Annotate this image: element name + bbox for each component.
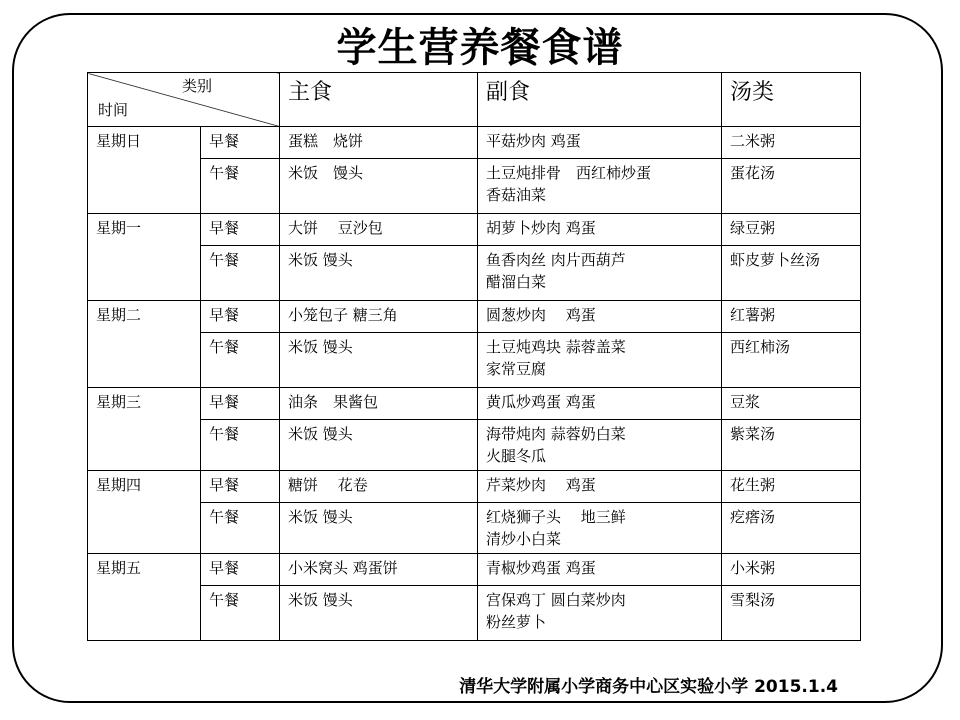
soup-cell: 雪梨汤 (722, 586, 861, 641)
day-cell: 星期五 (88, 554, 201, 641)
staple-cell: 米饭 馒头 (280, 159, 478, 214)
side-cell (478, 246, 722, 301)
side-cell (478, 420, 722, 471)
staple-cell: 米饭 馒头 (280, 586, 478, 641)
meal-cell: 早餐 (201, 388, 280, 420)
meal-cell: 午餐 (201, 420, 280, 471)
header-row (88, 73, 861, 127)
side-cell (478, 333, 722, 388)
menu-table (87, 72, 861, 641)
table-row (88, 214, 861, 246)
side-cell (478, 586, 722, 641)
side-dish-line: 芹菜炒肉 鸡蛋 (486, 476, 596, 494)
side-dish-line: 粉丝萝卜 (486, 613, 547, 631)
soup-cell: 红薯粥 (722, 301, 861, 333)
side-dish-line: 红烧狮子头 地三鲜 (486, 508, 626, 526)
side-dish-line: 鱼香肉丝 肉片西葫芦 (486, 251, 626, 269)
side-dish-line: 宫保鸡丁 圆白菜炒肉 (486, 591, 626, 609)
staple-cell: 蛋糕 烧饼 (280, 127, 478, 159)
meal-cell: 午餐 (201, 159, 280, 214)
side-dish-line: 土豆炖排骨 西红柿炒蛋 (486, 164, 652, 182)
side-dish-line: 家常豆腐 (486, 360, 547, 378)
diagonal-header-cell (88, 73, 280, 127)
day-cell: 星期日 (88, 127, 201, 214)
soup-cell: 绿豆粥 (722, 214, 861, 246)
soup-cell: 花生粥 (722, 471, 861, 503)
header-side: 副食 (478, 73, 722, 127)
soup-cell: 蛋花汤 (722, 159, 861, 214)
footer-credit: 清华大学附属小学商务中心区实验小学 2015.1.4 (459, 677, 838, 697)
side-cell (478, 159, 722, 214)
staple-cell: 油条 果酱包 (280, 388, 478, 420)
staple-cell: 小米窝头 鸡蛋饼 (280, 554, 478, 586)
side-cell (478, 503, 722, 554)
staple-cell: 小笼包子 糖三角 (280, 301, 478, 333)
table-row (88, 301, 861, 333)
header-soup: 汤类 (722, 73, 861, 127)
side-cell (478, 127, 722, 159)
table-row (88, 388, 861, 420)
side-dish-line: 黄瓜炒鸡蛋 鸡蛋 (486, 393, 596, 411)
side-dish-line: 清炒小白菜 (486, 530, 562, 548)
page-title: 学生营养餐食谱 (336, 25, 624, 71)
category-label: 类别 (182, 77, 213, 95)
day-cell: 星期四 (88, 471, 201, 554)
side-dish-line: 醋溜白菜 (486, 273, 547, 291)
meal-cell: 午餐 (201, 586, 280, 641)
table-row (88, 554, 861, 586)
day-cell: 星期二 (88, 301, 201, 388)
day-cell: 星期一 (88, 214, 201, 301)
meal-cell: 早餐 (201, 301, 280, 333)
side-dish-line: 平菇炒肉 鸡蛋 (486, 132, 581, 150)
table-row (88, 246, 861, 301)
meal-cell: 午餐 (201, 503, 280, 554)
soup-cell: 紫菜汤 (722, 420, 861, 471)
side-dish-line: 青椒炒鸡蛋 鸡蛋 (486, 559, 596, 577)
table-row (88, 586, 861, 641)
meal-cell: 早餐 (201, 554, 280, 586)
side-cell (478, 388, 722, 420)
table-row (88, 159, 861, 214)
table-row (88, 471, 861, 503)
meal-cell: 早餐 (201, 127, 280, 159)
time-label: 时间 (98, 101, 129, 119)
side-dish-line: 圆葱炒肉 鸡蛋 (486, 306, 596, 324)
day-cell: 星期三 (88, 388, 201, 471)
soup-cell: 小米粥 (722, 554, 861, 586)
soup-cell: 西红柿汤 (722, 333, 861, 388)
soup-cell: 虾皮萝卜丝汤 (722, 246, 861, 301)
side-cell (478, 554, 722, 586)
staple-cell: 米饭 馒头 (280, 246, 478, 301)
side-dish-line: 火腿冬瓜 (486, 447, 547, 465)
table-row (88, 503, 861, 554)
header-staple: 主食 (280, 73, 478, 127)
side-cell (478, 471, 722, 503)
side-cell (478, 214, 722, 246)
meal-cell: 午餐 (201, 333, 280, 388)
side-dish-line: 香菇油菜 (486, 186, 547, 204)
table-row (88, 127, 861, 159)
soup-cell: 二米粥 (722, 127, 861, 159)
meal-cell: 早餐 (201, 214, 280, 246)
soup-cell: 豆浆 (722, 388, 861, 420)
side-cell (478, 301, 722, 333)
staple-cell: 大饼 豆沙包 (280, 214, 478, 246)
meal-cell: 午餐 (201, 246, 280, 301)
staple-cell: 米饭 馒头 (280, 420, 478, 471)
meal-cell: 早餐 (201, 471, 280, 503)
side-dish-line: 土豆炖鸡块 蒜蓉盖菜 (486, 338, 626, 356)
side-dish-line: 海带炖肉 蒜蓉奶白菜 (486, 425, 626, 443)
staple-cell: 米饭 馒头 (280, 503, 478, 554)
staple-cell: 米饭 馒头 (280, 333, 478, 388)
side-dish-line: 胡萝卜炒肉 鸡蛋 (486, 219, 596, 237)
table-row (88, 333, 861, 388)
table-row (88, 420, 861, 471)
soup-cell: 疙瘩汤 (722, 503, 861, 554)
staple-cell: 糖饼 花卷 (280, 471, 478, 503)
